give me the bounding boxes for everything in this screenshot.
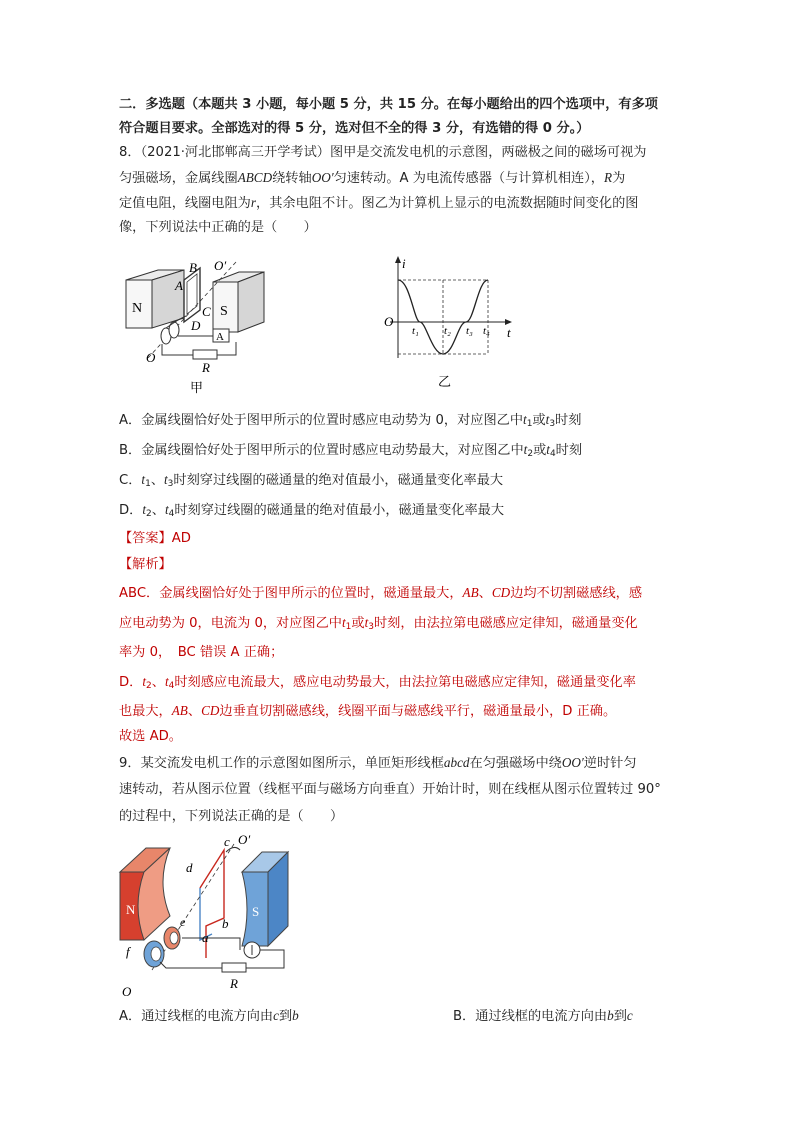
- origin-label: O: [384, 314, 394, 329]
- q8-analysis-line6: 故选 AD。: [119, 729, 182, 744]
- q8-analysis-line3: 率为 0， BC 错误 A 正确；: [119, 645, 284, 660]
- q8-answer: 【答案】AD: [119, 531, 191, 546]
- resistor-r: [193, 350, 217, 359]
- q9-stem-line2: 速转动，若从图示位置（线框平面与磁场方向垂直）开始计时，则在线框从图示位置转过 90°: [119, 782, 661, 797]
- sensor-a-label: A: [216, 331, 224, 343]
- q8-analysis-label: 【解析】: [119, 557, 172, 572]
- label-r: R: [202, 360, 210, 375]
- label-c: C: [202, 304, 211, 319]
- magnet-n-label: N: [126, 902, 136, 917]
- caption-jia: 甲: [190, 380, 204, 395]
- q9-option-b[interactable]: B．通过线框的电流方向由b到c: [453, 1008, 633, 1024]
- resistor-r: [222, 963, 246, 972]
- q8-stem-line2: 匀强磁场，金属线圈ABCD绕转轴OO′匀速转动。A 为电流传感器（与计算机相连），R为: [119, 170, 626, 186]
- q8-figure-jia: [118, 258, 268, 400]
- label-o-prime: O′: [238, 832, 251, 847]
- label-c: c: [224, 834, 230, 849]
- q8-stem-line1: 8．（2021·河北邯郸高三开学考试）图甲是交流发电机的示意图，两磁极之间的磁场可视为: [119, 145, 647, 160]
- q8-figure-yi: [378, 254, 518, 400]
- label-r: R: [230, 976, 238, 991]
- label-b: B: [189, 260, 197, 275]
- caption-yi: 乙: [438, 374, 452, 389]
- tick-t3: t₃: [466, 325, 473, 337]
- axis-t-label: t: [507, 325, 511, 340]
- coil-abcd: [184, 268, 200, 322]
- q8-analysis-line5: 也最大，AB、CD边垂直切割磁感线，线圈平面与磁感线平行，磁通量最小，D 正确。: [119, 703, 617, 719]
- tick-t2: t₂: [444, 325, 451, 337]
- magnet-n-label: N: [132, 301, 143, 316]
- q8-option-d[interactable]: D．$t_2$、$t_4$时刻穿过线圈的磁通量的绝对值最小，磁通量变化率最大: [119, 502, 505, 519]
- magnet-s-label: S: [252, 904, 260, 919]
- label-o: O: [122, 984, 132, 999]
- q8-option-a[interactable]: A．金属线圈恰好处于图甲所示的位置时感应电动势为 0，对应图乙中$t_1$或$t_3$时刻: [119, 412, 582, 429]
- section-header-line1: 二．多选题（本题共 3 小题，每小题 5 分，共 15 分。在每小题给出的四个选项中，有多项: [119, 97, 658, 112]
- label-f: f: [126, 944, 130, 959]
- q9-stem-line1: 9．某交流发电机工作的示意图如图所示，单匝矩形线框abcd在匀强磁场中绕OO′逆时针匀: [119, 755, 637, 771]
- q8-analysis-line1: ABC．金属线圈恰好处于图甲所示的位置时，磁通量最大，AB、CD边均不切割磁感线，感: [119, 585, 643, 601]
- section-header-line2: 符合题目要求。全部选对的得 5 分，选对但不全的得 3 分，有选错的得 0 分。）: [119, 121, 590, 136]
- label-a: a: [202, 930, 209, 945]
- q9-figure-generator: [112, 830, 302, 1000]
- label-a: A: [175, 278, 183, 293]
- q8-option-c[interactable]: C．$t_1$、$t_3$时刻穿过线圈的磁通量的绝对值最小，磁通量变化率最大: [119, 472, 504, 489]
- label-o: O: [146, 350, 156, 365]
- q9-option-a[interactable]: A．通过线框的电流方向由c到b: [119, 1008, 299, 1024]
- label-b: b: [222, 916, 229, 931]
- tick-t1: t₁: [412, 325, 419, 337]
- magnet-s-label: S: [220, 304, 228, 319]
- q9-stem-line3: 的过程中，下列说法正确的是（ ）: [119, 809, 344, 824]
- q8-stem-line3: 定值电阻，线圈电阻为r，其余电阻不计。图乙为计算机上显示的电流数据随时间变化的图: [119, 195, 639, 211]
- tick-t4: t₄: [483, 325, 490, 337]
- label-o-prime: O′: [214, 258, 227, 273]
- q8-analysis-line2: 应电动势为 0，电流为 0，对应图乙中$t_1$或$t_3$时刻，由法拉第电磁感应定律知，磁通量变化: [119, 615, 638, 632]
- label-e: e: [180, 915, 186, 929]
- label-d: D: [191, 318, 201, 333]
- q8-stem-line4: 像，下列说法中正确的是（ ）: [119, 220, 317, 235]
- label-d: d: [186, 860, 193, 875]
- axis-i-label: i: [402, 256, 406, 271]
- q8-option-b[interactable]: B．金属线圈恰好处于图甲所示的位置时感应电动势最大，对应图乙中$t_2$或$t_4$时刻: [119, 442, 583, 459]
- q8-analysis-line4: D．$t_2$、$t_4$时刻感应电流最大，感应电动势最大，由法拉第电磁感应定律知，磁通量变化率: [119, 674, 636, 691]
